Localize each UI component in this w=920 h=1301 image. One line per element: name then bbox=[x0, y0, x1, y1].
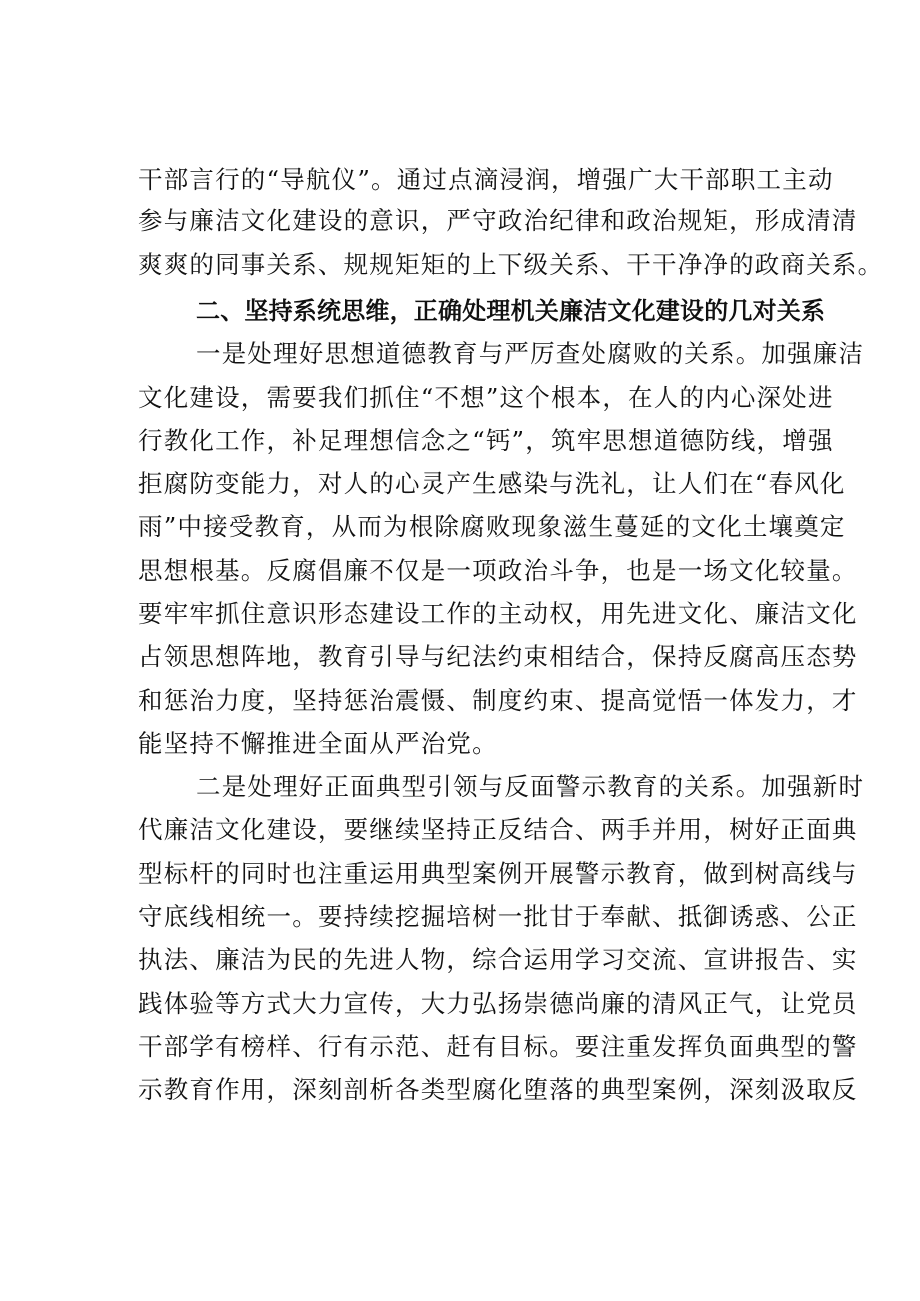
paragraph-line: 型标杆的同时也注重运用典型案例开展警示教育，做到树高线与 bbox=[138, 859, 858, 888]
paragraph-line: 守底线相统一。要持续挖掘培树一批甘于奉献、抵御诱惑、公正 bbox=[138, 902, 858, 931]
paragraph-line: 能坚持不懈推进全面从严治党。 bbox=[138, 729, 498, 758]
paragraph-line: 干部学有榜样、行有示范、赶有目标。要注重发挥负面典型的警 bbox=[138, 1032, 858, 1061]
paragraph-line: 爽爽的同事关系、规规矩矩的上下级关系、干干净净的政商关系。 bbox=[138, 250, 884, 279]
paragraph-line: 代廉洁文化建设，要继续坚持正反结合、两手并用，树好正面典 bbox=[138, 815, 858, 844]
paragraph-line: 行教化工作，补足理想信念之“钙”，筑牢思想道德防线，增强 bbox=[138, 426, 834, 455]
paragraph-line: 执法、廉洁为民的先进人物，综合运用学习交流、宣讲报告、实 bbox=[138, 945, 858, 974]
paragraph-line: 文化建设，需要我们抓住“不想”这个根本，在人的内心深处进 bbox=[138, 383, 834, 412]
paragraph-line: 一是处理好思想道德教育与严厉查处腐败的关系。加强廉洁 bbox=[196, 339, 865, 368]
paragraph-line: 二是处理好正面典型引领与反面警示教育的关系。加强新时 bbox=[196, 772, 865, 801]
paragraph-line: 参与廉洁文化建设的意识，严守政治纪律和政治规矩，形成清清 bbox=[138, 206, 858, 235]
paragraph-line: 践体验等方式大力宣传，大力弘扬崇德尚廉的清风正气，让党员 bbox=[138, 989, 858, 1018]
paragraph-line: 占领思想阵地，教育引导与纪法约束相结合，保持反腐高压态势 bbox=[138, 642, 858, 671]
paragraph-line: 和惩治力度，坚持惩治震慑、制度约束、提高觉悟一体发力，才 bbox=[138, 686, 858, 715]
paragraph-line: 要牢牢抓住意识形态建设工作的主动权，用先进文化、廉洁文化 bbox=[138, 599, 858, 628]
section-heading: 二、坚持系统思维，正确处理机关廉洁文化建设的几对关系 bbox=[196, 297, 826, 325]
paragraph-line: 示教育作用，深刻剖析各类型腐化堕落的典型案例，深刻汲取反 bbox=[138, 1075, 858, 1104]
paragraph-line: 拒腐防变能力，对人的心灵产生感染与洗礼，让人们在“春风化 bbox=[138, 469, 846, 498]
paragraph-line: 思想根基。反腐倡廉不仅是一项政治斗争，也是一场文化较量。 bbox=[138, 556, 858, 585]
paragraph-line: 雨”中接受教育，从而为根除腐败现象滋生蔓延的文化土壤奠定 bbox=[138, 512, 846, 541]
paragraph-line: 干部言行的“导航仪”。通过点滴浸润，增强广大干部职工主动 bbox=[138, 165, 834, 194]
